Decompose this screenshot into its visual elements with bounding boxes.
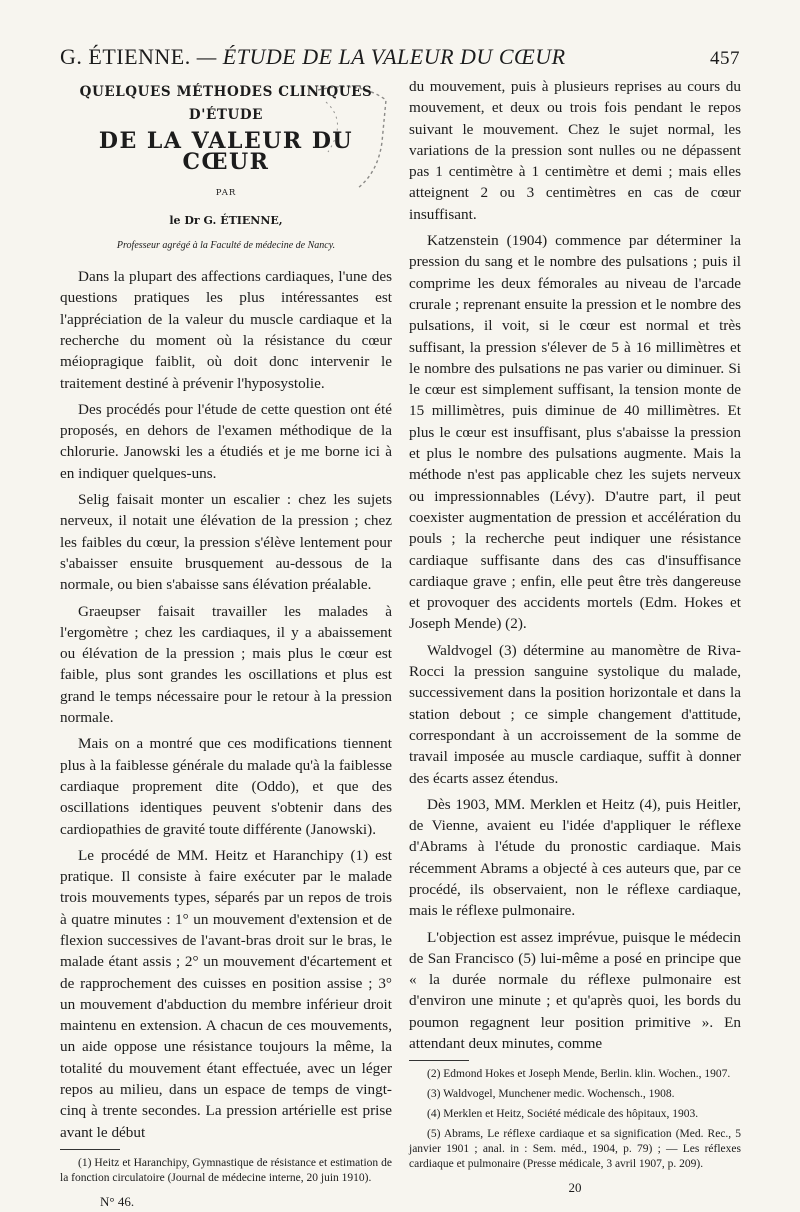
paragraph: Dès 1903, MM. Merklen et Heitz (4), puis Heitler, de Vienne, avaient eu l'idée d'appliquer le réflexe d'Abrams à l'étude du pronostic cardiaque. Mais récemment Abrams a objecté à ces auteurs que, par ce procédé, ils observaient, non le réflexe cardiaque, mais le réflexe pulmonaire. <box>409 795 741 920</box>
running-subject: — ÉTUDE DE LA VALEUR DU CŒUR <box>196 44 566 69</box>
article-title-line-3: DE LA VALEUR DU CŒUR <box>98 127 354 175</box>
footnote: (3) Waldvogel, Munchener medic. Wochensch., 1908. <box>427 1088 675 1101</box>
issue-number: N° 46. <box>100 1193 135 1209</box>
paragraph: Graeupser faisait travailler les malades à l'ergomètre ; chez les cardiaques, il y a abaissement ou élévation de la pression ; mais plus le cœur est faible, plus sont grandes les oscillations et plus est grand le temps nécessaire pour le retour à la pression normale. <box>60 602 392 727</box>
page-number: 457 <box>710 48 740 69</box>
paragraph: L'objection est assez imprévue, puisque le médecin de San Francisco (5) lui-même a posé en principe que « la durée normale du réflexe pulmonaire est d'environ une minute ; et qu'après quoi, les bords du poumon regagnent leur position primitive ». En attendant deux minutes, comme <box>409 928 741 1053</box>
article-by: PAR <box>215 188 237 199</box>
paragraph: Katzenstein (1904) commence par déterminer la pression du sang et le nombre des pulsations ; puis il comprime les deux fémorales au niveau de l'arcade crurale ; reprenant ensuite la pression et le nombre des pulsations, il voit, si le cœur est normal et très suffisant, la pression s'élever de 5 à 16 millimètres et le nombre des pulsations ne pas varier ou diminuer. Si le cœur est simplement suffisant, la tension monte de 15 millimètres, puis diminue de 40 millimètres. Et plus le cœur est insuffisant, plus s'abaisse la pression et plus le nombre des pulsations augmente. Mais la méthode n'est pas applicable chez les sujets nerveux ou impressionnables (Lévy). D'autre part, il peut coexister augmentation de pression et accélération du pouls ; la recherche peut indiquer une résistance cardiaque suffisante dans des cas d'insuffisance cardiaque grave ; enfin, elle peut être très dangereuse et provoquer des accidents mortels (Edm. Hokes et Joseph Mende) (2). <box>409 232 741 633</box>
article-title-line-1: QUELQUES MÉTHODES CLINIQUES <box>79 84 373 100</box>
left-column <box>60 76 392 1212</box>
article-affiliation: Professeur agrégé à la Faculté de médecine de Nancy. <box>116 239 336 251</box>
running-header <box>60 44 740 70</box>
paragraph: Selig faisait monter un escalier : chez les sujets nerveux, il notait une élévation de la pression ; chez les faibles du cœur, la pression s'élève lentement pour s'abaisser ensuite brusquement au-dessous de la normale, ou bien s'abaisse sans élévation préalable. <box>60 491 392 594</box>
paragraph: Waldvogel (3) détermine au manomètre de Riva-Rocci la pression sanguine systolique du malade, successivement dans la position horizontale et dans la station debout ; ce simple changement d'attitude, correspondant à un accroissement de la somme de travail imposée au muscle cardiaque, suffit à donner des écarts assez étendus. <box>409 641 741 787</box>
paragraph: Le procédé de MM. Heitz et Haranchipy (1) est pratique. Il consiste à faire exécuter par le malade trois mouvements types, séparés par un repos de trois à quatre minutes : 1° un mouvement d'extension et de flexion successives de l'avant-bras droit sur le bras, le malade étant assis ; 2° un mouvement d'écartement et de rapprochement des cuisses en position assise ; 3° un mouvement d'abduction du membre inférieur droit maintenu en extension. A chacun de ces mouvements, un aide oppose une résistance toujours la même, la totalité du mouvement étant effectuée, avec un léger repos au milieu, dans un espace de temps de vingt-cinq à trente secondes. La pression artérielle est prise avant le début <box>60 846 392 1141</box>
paragraph: du mouvement, puis à plusieurs reprises au cours du mouvement, et deux ou trois fois pendant le repos suivant le mouvement. Chez le sujet normal, les variations de la pression sont nulles ou ne dépassent pas 1 centimètre à 1 centimètre et demi ; mais elles atteignent 2 ou 3 centimètres en cas de cœur insuffisant. <box>409 78 741 223</box>
paragraph: Mais on a montré que ces modifications tiennent plus à la faiblesse générale du malade qu'à la faiblesse cardiaque proprement dite (Oddo), et que des oscillations identiques peuvent s'obtenir dans des cardiopathies de gravité toute différente (Janowski). <box>60 735 392 838</box>
footnote: (4) Merklen et Heitz, Société médicale des hôpitaux, 1903. <box>427 1108 699 1121</box>
right-column <box>409 76 741 1199</box>
footnote-divider <box>409 1060 469 1061</box>
article-title-line-2: D'ÉTUDE <box>188 107 264 124</box>
article-author: le Dr G. ÉTIENNE, <box>169 214 283 228</box>
footnote: (5) Abrams, Le réflexe cardiaque et sa signification (Med. Rec., 5 janvier 1901 ; anal. in : Sem. méd., 1904, p. 79) ; — Les réflexes cardiaque et pulmonaire (Presse médicale, 3 avril 1907, p. 209). <box>409 1128 741 1171</box>
running-title <box>60 44 566 70</box>
paragraph: Dans la plupart des affections cardiaques, l'une des questions pratiques les plus intéressantes est l'appréciation de la valeur du muscle cardiaque et la recherche du moment où la résistance du cœur méiopragique faiblit, où doit donc intervenir le traitement destiné à prévenir l'hyposystolie. <box>60 268 392 392</box>
footnote-divider <box>60 1149 120 1150</box>
paragraph: Des procédés pour l'étude de cette question ont été proposés, en dehors de l'examen méthodique de la chlorurie. Janowski les a étudiés et je me borne ici à en indiquer quelques-uns. <box>60 400 392 482</box>
running-author: G. ÉTIENNE. <box>60 44 191 69</box>
article-title-block <box>60 82 392 256</box>
signature-mark: 20 <box>568 1180 582 1196</box>
footnote: (2) Edmond Hokes et Joseph Mende, Berlin. klin. Wochen., 1907. <box>427 1068 731 1081</box>
footnote: (1) Heitz et Haranchipy, Gymnastique de résistance et estimation de la fonction circulatoire (Journal de médecine interne, 20 juin 1910). <box>60 1156 392 1184</box>
